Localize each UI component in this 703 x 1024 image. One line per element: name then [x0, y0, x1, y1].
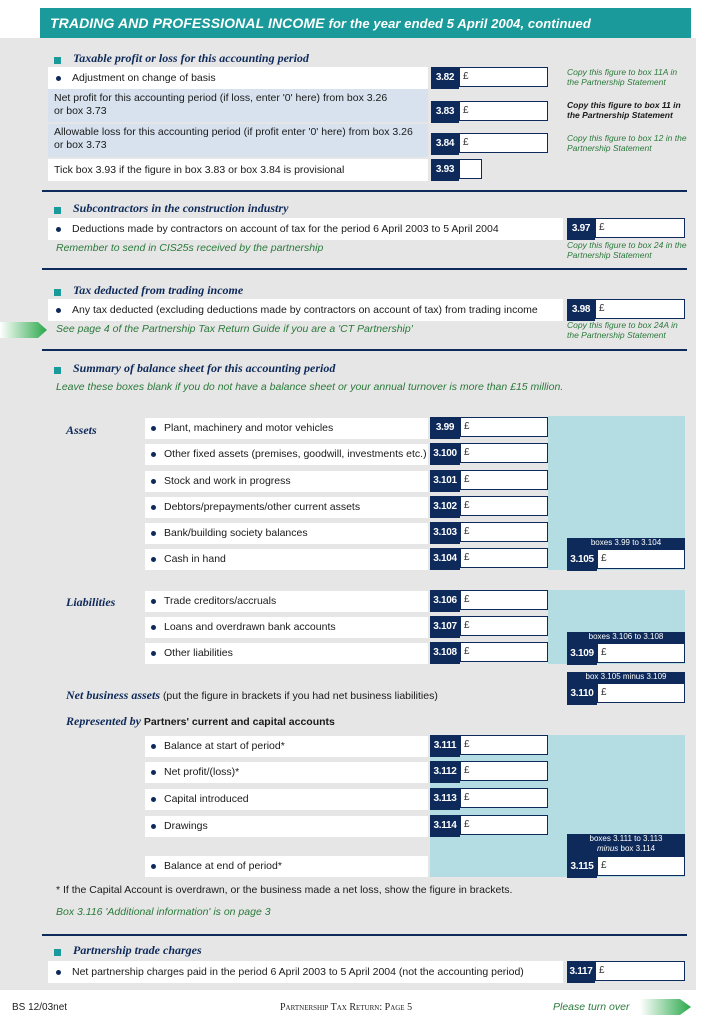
row-label: Cash in hand	[164, 553, 226, 565]
box-number-3-82: 3.82	[431, 67, 459, 89]
turn-over-text: Please turn over	[553, 1001, 630, 1013]
label-3-93: Tick box 3.93 if the figure in box 3.83 or box 3.84 is provisional	[54, 164, 345, 176]
note-3-97: Copy this figure to box 24 in the Partnership Statement	[567, 240, 687, 260]
field-3-97[interactable]: £	[595, 218, 685, 238]
bullet-icon	[151, 599, 156, 604]
box-number-3-110: 3.110	[567, 683, 597, 705]
sum-label-3-115	[567, 834, 685, 856]
label-3-117: Net partnership charges paid in the period 6 April 2003 to 5 April 2004 (not the accounting period)	[72, 966, 524, 978]
label-3-97: Deductions made by contractors on account of tax for the period 6 April 2003 to 5 April 2004	[72, 223, 499, 235]
bullet-icon	[151, 479, 156, 484]
bullet-icon	[151, 824, 156, 829]
row-label: Stock and work in progress	[164, 475, 291, 487]
row-box-number: 3.99	[430, 417, 460, 439]
box-number-3-97: 3.97	[567, 218, 595, 240]
row-label: Loans and overdrawn bank accounts	[164, 621, 336, 633]
row-amount-field[interactable]: £	[460, 735, 548, 755]
box-number-3-98: 3.98	[567, 299, 595, 321]
bullet-icon	[151, 426, 156, 431]
row-box-number: 3.113	[430, 788, 460, 810]
sum-label-3-105: boxes 3.99 to 3.104	[567, 538, 685, 549]
section-title-trade-charges: Partnership trade charges	[73, 943, 202, 957]
row-amount-field[interactable]: £	[460, 522, 548, 542]
note-3-82: Copy this figure to box 11A in the Partnership Statement	[567, 67, 678, 87]
box-number-3-84: 3.84	[431, 133, 459, 155]
field-3-98[interactable]: £	[595, 299, 685, 319]
field-3-115[interactable]: £	[597, 856, 685, 876]
note-3-98: Copy this figure to box 24A in the Partnership Statement	[567, 320, 678, 340]
assets-heading: Assets	[66, 423, 97, 437]
bullet-icon	[56, 76, 61, 81]
row-amount-field[interactable]: £	[460, 443, 548, 463]
bullet-icon	[151, 452, 156, 457]
row-amount-field[interactable]: £	[460, 642, 548, 662]
row-amount-field[interactable]: £	[460, 496, 548, 516]
label-3-115: Balance at end of period*	[164, 860, 282, 872]
bullet-icon	[151, 505, 156, 510]
bullet-icon	[151, 651, 156, 656]
field-3-105[interactable]: £	[597, 549, 685, 569]
section-divider	[42, 190, 687, 192]
sum-label-3-115-line1: boxes 3.111 to 3.113	[589, 834, 663, 843]
row-box-number: 3.111	[430, 735, 460, 757]
section-divider	[42, 349, 687, 351]
sum-label-3-115-minus: minus	[596, 844, 619, 853]
balance-instruction: Leave these boxes blank if you do not have a balance sheet or your annual turnover is more than £15 million.	[56, 381, 564, 393]
row-box-number: 3.112	[430, 761, 460, 783]
section-marker-icon	[54, 289, 61, 296]
sum-label-3-109: boxes 3.106 to 3.108	[567, 632, 685, 643]
cis-reminder: Remember to send in CIS25s received by the partnership	[56, 242, 324, 254]
box-3-116-note: Box 3.116 'Additional information' is on page 3	[56, 906, 271, 918]
form-code: BS 12/03net	[12, 1002, 68, 1013]
bullet-icon	[151, 531, 156, 536]
row-amount-field[interactable]: £	[460, 590, 548, 610]
box-number-3-93: 3.93	[431, 159, 459, 181]
field-3-83[interactable]: £	[459, 101, 548, 121]
note-3-84: Copy this figure to box 12 in the Partnership Statement	[567, 133, 687, 153]
section-title-subcontractors: Subcontractors in the construction industry	[73, 201, 289, 215]
box-number-3-117: 3.117	[567, 961, 595, 983]
row-label: Trade creditors/accruals	[164, 595, 277, 607]
box-number-3-105: 3.105	[567, 549, 597, 571]
section-title-tax-deducted: Tax deducted from trading income	[73, 283, 244, 297]
row-box-number: 3.102	[430, 496, 460, 518]
row-label: Capital introduced	[164, 793, 249, 805]
section-marker-icon	[54, 367, 61, 374]
row-box-number: 3.101	[430, 470, 460, 492]
row-amount-field[interactable]: £	[460, 616, 548, 636]
section-divider	[42, 934, 687, 936]
capital-footnote: * If the Capital Account is overdrawn, or the business made a net loss, show the figure in brackets.	[56, 884, 513, 896]
row-label: Debtors/prepayments/other current assets	[164, 501, 361, 513]
box-number-3-109: 3.109	[567, 643, 597, 665]
bullet-icon	[151, 557, 156, 562]
arrow-right-icon	[0, 320, 48, 340]
field-3-109[interactable]: £	[597, 643, 685, 663]
bullet-icon	[151, 744, 156, 749]
row-box-number: 3.106	[430, 590, 460, 612]
header-title: TRADING AND PROFESSIONAL INCOME	[50, 15, 325, 31]
row-label: Plant, machinery and motor vehicles	[164, 422, 334, 434]
section-marker-icon	[54, 57, 61, 64]
liabilities-heading: Liabilities	[66, 595, 116, 609]
sum-label-3-110: box 3.105 minus 3.109	[567, 672, 685, 683]
row-label: Balance at start of period*	[164, 740, 285, 752]
row-label: Net profit/(loss)*	[164, 766, 240, 778]
section-divider	[42, 268, 687, 270]
row-amount-field[interactable]: £	[460, 761, 548, 781]
label-3-83: Net profit for this accounting period (if loss, enter '0' here) from box 3.26 or box 3.73	[54, 92, 388, 117]
row-label: Other liabilities	[164, 647, 233, 659]
row-label: Other fixed assets (premises, goodwill, investments etc.)	[164, 448, 427, 460]
bullet-icon	[151, 864, 156, 869]
checkbox-3-93[interactable]	[459, 159, 482, 179]
row-amount-field[interactable]: £	[460, 417, 548, 437]
row-label: Drawings	[164, 820, 208, 832]
row-label: Bank/building society balances	[164, 527, 308, 539]
bullet-icon	[56, 970, 61, 975]
field-3-84[interactable]: £	[459, 133, 548, 153]
section-title-taxable: Taxable profit or loss for this accounting period	[73, 51, 309, 65]
field-3-117[interactable]: £	[595, 961, 685, 981]
bullet-icon	[56, 227, 61, 232]
section-marker-icon	[54, 207, 61, 214]
bullet-icon	[151, 797, 156, 802]
bullet-icon	[151, 770, 156, 775]
header-subtitle: for the year ended 5 April 2004, continued	[328, 16, 591, 31]
represented-sub: Partners' current and capital accounts	[143, 716, 335, 728]
bullet-icon	[56, 308, 61, 313]
net-assets-line	[66, 688, 438, 703]
section-title-balance-sheet: Summary of balance sheet for this accounting period	[73, 361, 336, 375]
ct-partnership-note: See page 4 of the Partnership Tax Return Guide if you are a 'CT Partnership'	[56, 323, 413, 335]
row-box-number: 3.103	[430, 522, 460, 544]
row-box-number: 3.100	[430, 443, 460, 465]
sum-label-3-115-line2: box 3.114	[620, 844, 656, 853]
represented-heading: Represented by	[66, 714, 141, 728]
capital-shading-bottom	[430, 838, 567, 877]
row-amount-field[interactable]: £	[460, 788, 548, 808]
row-amount-field[interactable]: £	[460, 815, 548, 835]
net-assets-hint: (put the figure in brackets if you had net business liabilities)	[162, 690, 438, 702]
page-header	[40, 8, 691, 38]
represented-line	[66, 714, 335, 729]
box-number-3-115: 3.115	[567, 856, 597, 878]
label-3-84: Allowable loss for this accounting period (if profit enter '0' here) from box 3.26 or box 3.73	[54, 126, 413, 151]
net-assets-heading: Net business assets	[66, 688, 161, 702]
box-number-3-83: 3.83	[431, 101, 459, 123]
row-amount-field[interactable]: £	[460, 470, 548, 490]
field-3-110[interactable]: £	[597, 683, 685, 703]
section-marker-icon	[54, 949, 61, 956]
note-3-83: Copy this figure to box 11 in the Partnership Statement	[567, 100, 681, 120]
label-3-82: Adjustment on change of basis	[72, 72, 216, 84]
row-amount-field[interactable]: £	[460, 548, 548, 568]
bullet-icon	[151, 625, 156, 630]
label-3-98: Any tax deducted (excluding deductions made by contractors on account of tax) from trading income	[72, 304, 538, 316]
field-3-82[interactable]: £	[459, 67, 548, 87]
row-box-number: 3.108	[430, 642, 460, 664]
row-box-number: 3.104	[430, 548, 460, 570]
arrow-right-icon	[640, 996, 692, 1018]
page-label: Partnership Tax Return: Page 5	[280, 1002, 413, 1013]
row-box-number: 3.107	[430, 616, 460, 638]
row-box-number: 3.114	[430, 815, 460, 837]
